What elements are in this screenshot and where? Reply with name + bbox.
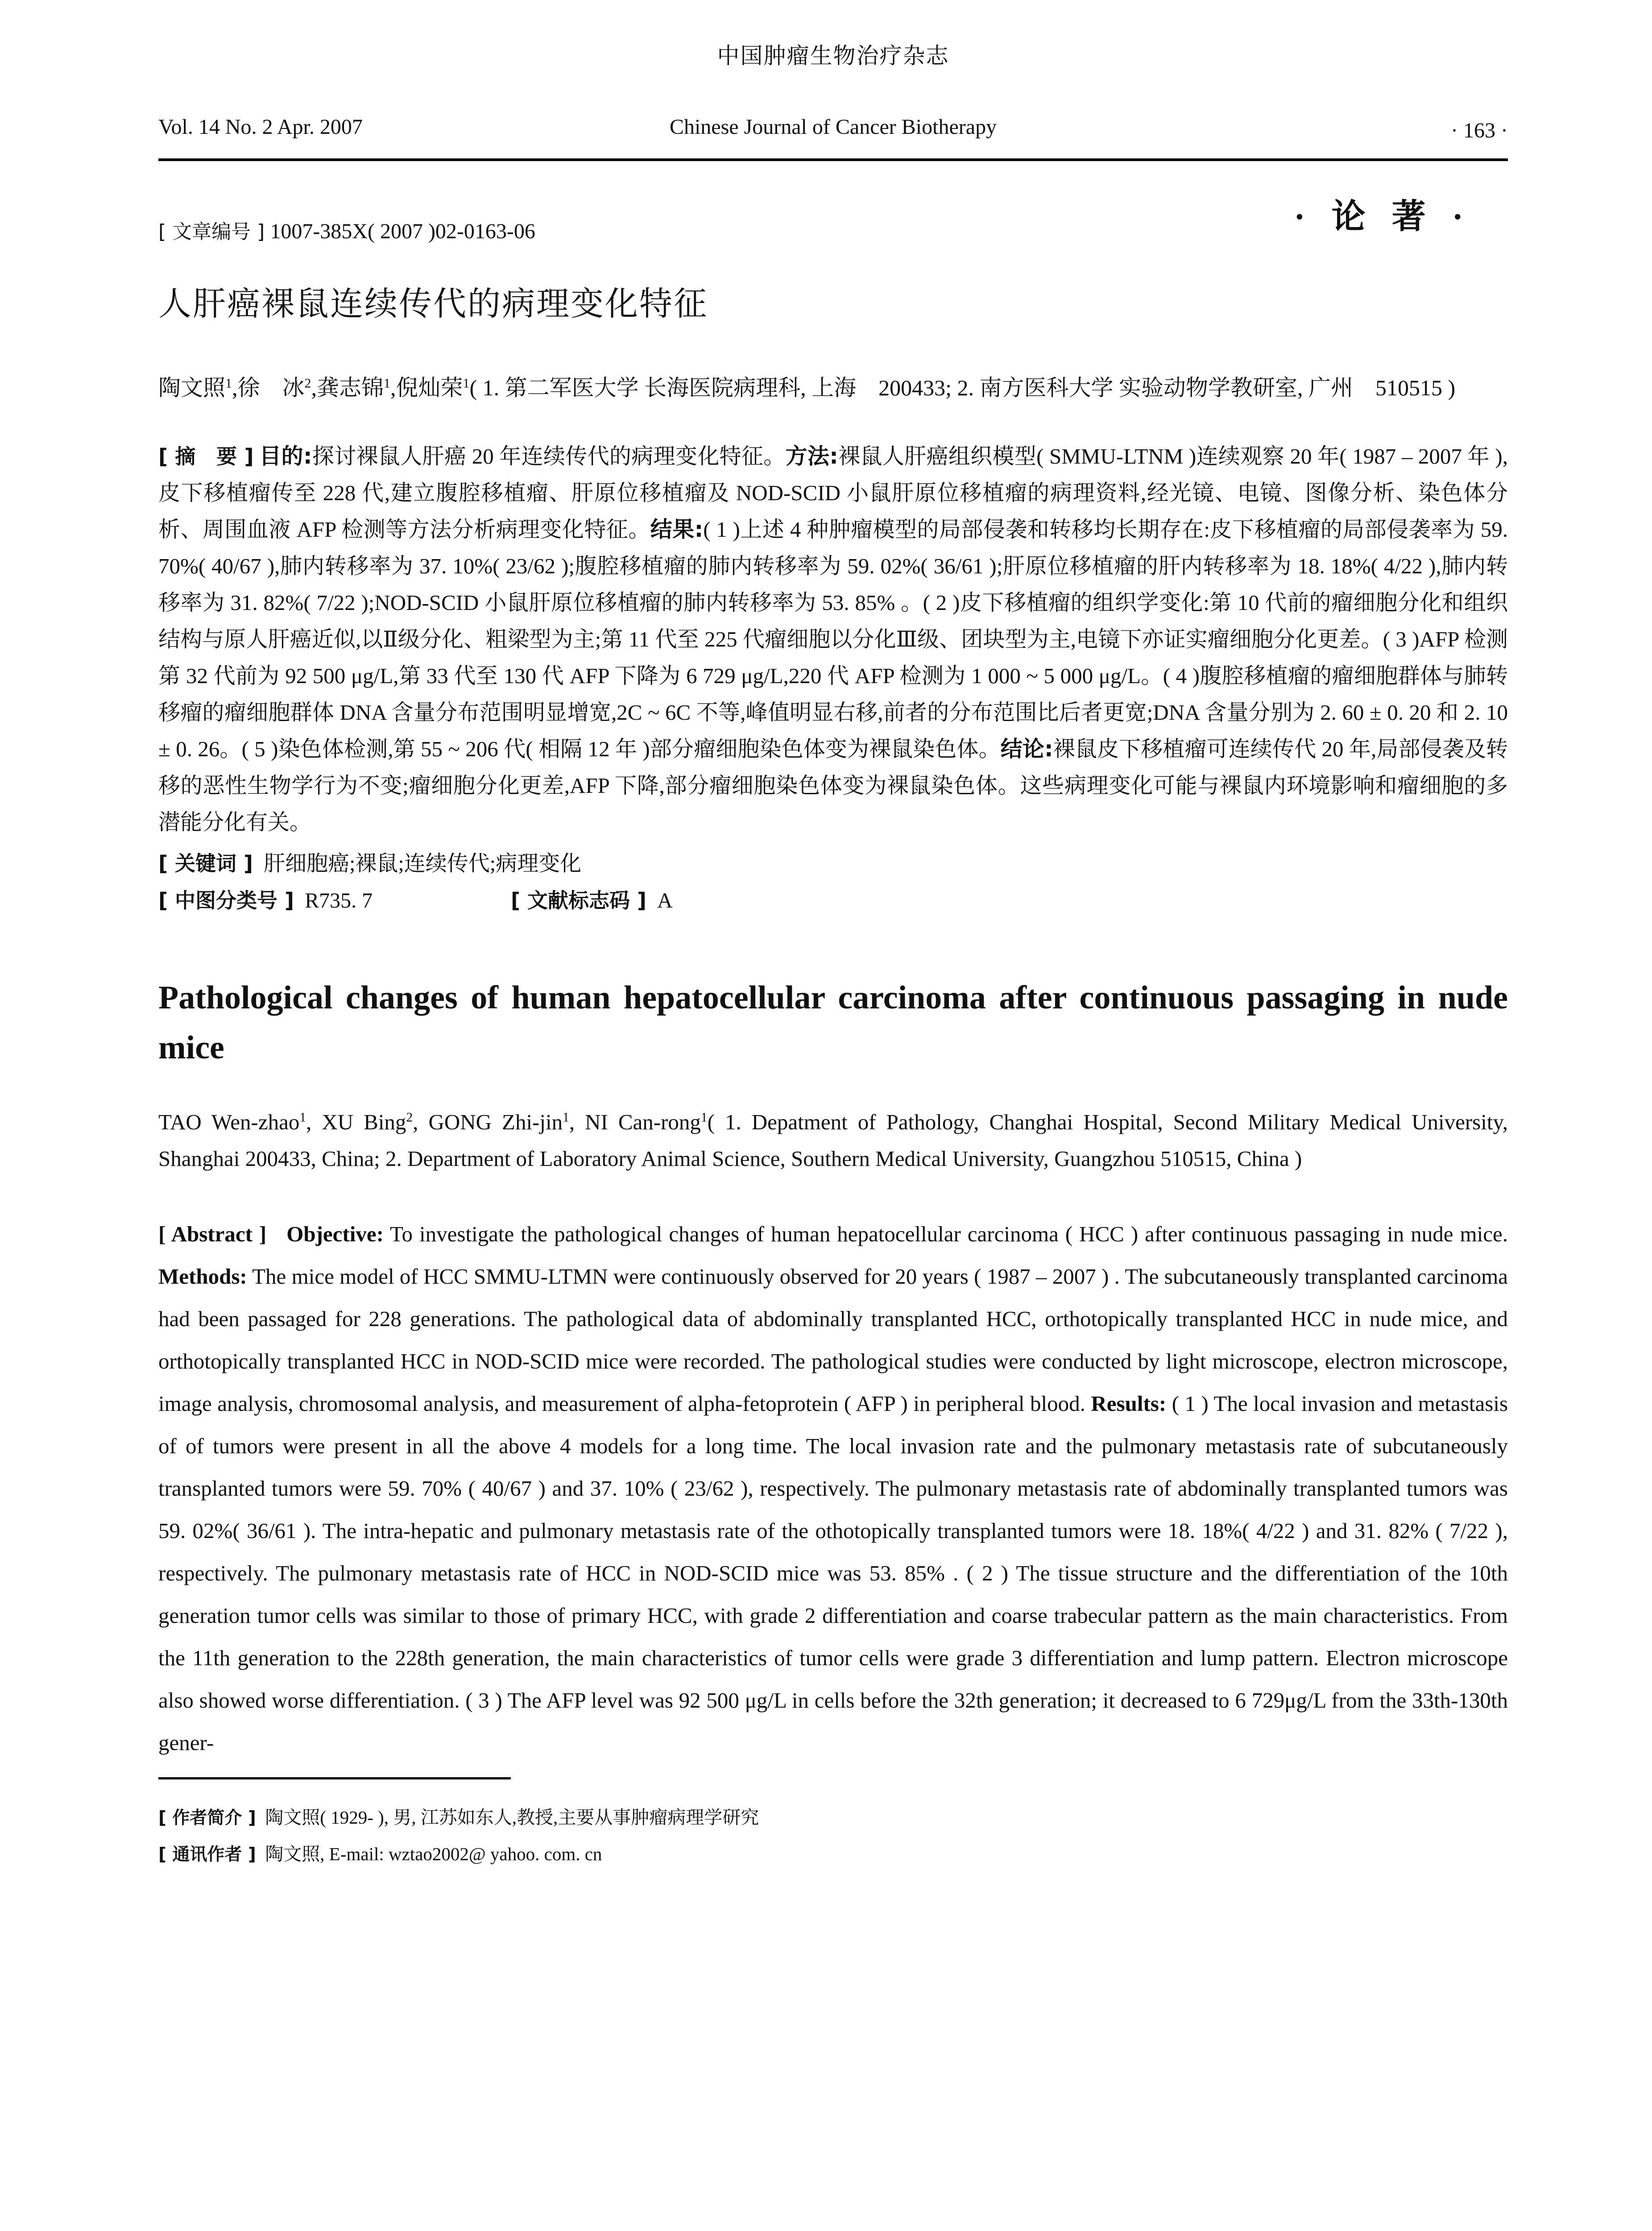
footnote-rule — [158, 1777, 511, 1779]
journal-page — [158, 0, 1508, 1899]
header-rule — [158, 158, 1508, 161]
article-title-en: Pathological changes of human hepatocellular carcinoma after continuous passaging in nude mice — [158, 979, 1508, 1066]
page-number: · 163 · — [1451, 119, 1508, 142]
results-text-en: ( 1 ) The local invasion and metastasis of of tumors were present in all the above 4 models for a long time. The local invasion rate and the pulmonary metastasis rate of subcutaneously transplanted tumors were 59. 70% ( 40/67 ) and 37. 10% ( 23/62 ), respectively. The pulmonary metastasis rate of abdominally transplanted tumors was 59. 02%( 36/61 ). The intra-hepatic and pulmonary metastasis rate of the othotopically transplanted tumors were 18. 18%( 4/22 ) and 31. 82% ( 7/22 ), respectively. The pulmonary metastasis rate of HCC in NOD-SCID mice was 53. 85% . ( 2 ) The tissue structure and the differentiation of the 10th generation tumor cells was similar to those of primary HCC, with grade 2 differentiation and coarse trabecular pattern as the main characteristics. From the 11th generation to the 228th generation, the main characteristics of tumor cells were grade 3 differentiation and lump pattern. Electron microscope also showed worse differentiation. ( 3 ) The AFP level was 92 500 μg/L in cells before the 32th generation; it decreased to 6 729μg/L from the 33th-130th gener- — [158, 1391, 1508, 1755]
author-name: 龚志锦 — [317, 375, 384, 400]
article-number-label: [ 文章编号 ] — [158, 220, 265, 243]
running-header — [158, 114, 1508, 145]
journal-name-cn: 中国肿瘤生物治疗杂志 — [717, 43, 949, 68]
corresponding-author — [158, 1836, 1508, 1873]
author-bio-text: 陶文照( 1929- ), 男, 江苏如东人,教授,主要从事肿瘤病理学研究 — [265, 1807, 759, 1828]
classification — [158, 882, 1508, 919]
author-name: 徐 冰 — [237, 375, 305, 400]
author-affiliation-mark: 2 — [304, 376, 311, 391]
conclusion-text-cn: 裸鼠皮下移植瘤可连续传代 20 年,局部侵袭及转移的恶性生物学行为不变;瘤细胞分化更差,AFP 下降,部分瘤细胞染色体变为裸鼠染色体。这些病理变化可能与裸鼠内环境影响和瘤细胞的多潜能分化有关。 — [158, 737, 1508, 834]
author-bio — [158, 1800, 1508, 1836]
conclusion-label-cn: 结论: — [1000, 736, 1053, 762]
authors-en: TAO Wen-zhao$^1$, XU Bing$^2$, GONG Zhi-jin$^1$, NI Can-rong$^1$( 1. Depatment of Pathology, Changhai Hospital, Second Military Medical University, Shanghai 200433, China; 2. Department of Laboratory Animal Science, Southern Medical University, Guangzhou 510515, China ) — [158, 1110, 1508, 1171]
clc-value: R735. 7 — [305, 889, 373, 912]
author-bio-label: [ 作者简介 ] — [158, 1808, 256, 1828]
keywords-value: 肝细胞癌;裸鼠;连续传代;病理变化 — [264, 852, 582, 875]
journal-name-en: Chinese Journal of Cancer Biotherapy — [669, 115, 997, 139]
author-affiliation-mark: 1 — [563, 1110, 569, 1125]
author-affiliation-mark: 1 — [700, 1110, 708, 1125]
author-affiliation-mark: 1 — [384, 376, 390, 391]
authors-cn: 陶文照$^1$,徐 冰$^2$,龚志锦$^1$,倪灿荣$^1$( 1. 第二军医大学 长海医院病理科, 上海 200433; 2. 南方医科大学 实验动物学教研室, 广州 510515 ) — [158, 375, 1456, 400]
author-name: GONG Zhi-jin — [428, 1110, 563, 1134]
keywords — [158, 845, 1508, 882]
abstract-cn-label: [ 摘 要 ] — [158, 444, 254, 469]
affiliations-cn: ( 1. 第二军医大学 长海医院病理科, 上海 200433; 2. 南方医科大学 实验动物学教研室, 广州 510515 ) — [469, 375, 1456, 400]
article-number-value: 1007-385X( 2007 )02-0163-06 — [270, 220, 535, 243]
affiliations-en: ( 1. Depatment of Pathology, Changhai Hospital, Second Military Medical University, Shanghai 200433, China; 2. Department of Laboratory Animal Science, Southern Medical University, Guangzhou 510515, China ) — [158, 1110, 1508, 1171]
author-affiliation-mark: 1 — [463, 376, 470, 391]
objective-text-cn: 探讨裸鼠人肝癌 20 年连续传代的病理变化特征。 — [312, 444, 786, 469]
corresponding-label: [ 通讯作者 ] — [158, 1845, 256, 1865]
corresponding-text[interactable]: 陶文照, E-mail: wztao2002@ yahoo. com. cn — [265, 1844, 602, 1864]
section-tag: · 论 著 · — [1294, 198, 1472, 236]
methods-label-cn: 方法: — [785, 444, 838, 469]
keywords-label: [ 关键词 ] — [158, 851, 253, 875]
article-number — [158, 218, 535, 245]
article-title-cn: 人肝癌裸鼠连续传代的病理变化特征 — [158, 285, 708, 323]
author-name: TAO Wen-zhao — [158, 1110, 300, 1134]
author-affiliation-mark: 2 — [406, 1110, 413, 1125]
author-name: XU Bing — [322, 1110, 406, 1134]
document-code — [511, 882, 673, 919]
volume-info: Vol. 14 No. 2 Apr. 2007 — [158, 115, 363, 139]
results-text-cn: ( 1 )上述 4 种肿瘤模型的局部侵袭和转移均长期存在:皮下移植瘤的局部侵袭率为 59. 70%( 40/67 ),肺内转移率为 37. 10%( 23/62 );腹腔移植瘤的肺内转移率为 59. 02%( 36/61 );肝原位移植瘤的肝内转移率为 18. 18%( 4/22 ),肺内转移率为 31. 82%( 7/22 );NOD-SCID 小鼠肝原位移植瘤的肺内转移率为 53. 85% 。( 2 )皮下移植瘤的组织学变化:第 10 代前的瘤细胞分化和组织结构与原人肝癌近似,以Ⅱ级分化、粗梁型为主;第 11 代至 225 代瘤细胞以分化Ⅲ级、团块型为主,电镜下亦证实瘤细胞分化更差。( 3 )AFP 检测第 32 代前为 92 500 μg/L,第 33 代至 130 代 AFP 下降为 6 729 μg/L,220 代 AFP 检测为 1 000 ~ 5 000 μg/L。( 4 )腹腔移植瘤的瘤细胞群体与肺转移瘤的瘤细胞群体 DNA 含量分布范围明显增宽,2C ~ 6C 不等,峰值明显右移,前者的分布范围比后者更宽;DNA 含量分别为 2. 60 ± 0. 20 和 2. 10 ± 0. 26。( 5 )染色体检测,第 55 ~ 206 代( 相隔 12 年 )部分瘤细胞染色体变为裸鼠染色体。 — [158, 517, 1508, 761]
author-affiliation-mark: 1 — [299, 1110, 306, 1125]
methods-text-cn: 裸鼠人肝癌组织模型( SMMU-LTNM )连续观察 20 年( 1987 – 2007 年 ),皮下移植瘤传至 228 代,建立腹腔移植瘤、肝原位移植瘤及 NOD-SCID 小鼠肝原位移植瘤的病理资料,经光镜、电镜、图像分析、染色体分析、周围血液 AFP 检测等方法分析病理变化特征。 — [158, 444, 1508, 542]
author-name: 倪灿荣 — [396, 375, 463, 400]
footnotes — [158, 1800, 1508, 1873]
objective-text-en: To investigate the pathological changes of human hepatocellular carcinoma ( HCC ) after continuous passaging in nude mice. — [390, 1222, 1508, 1246]
author-name: NI Can-rong — [585, 1110, 701, 1134]
results-label-en: Results: — [1091, 1391, 1167, 1416]
objective-label-cn: 目的: — [259, 444, 312, 469]
clc-label: [ 中图分类号 ] — [158, 888, 294, 912]
author-affiliation-mark: 1 — [225, 376, 232, 391]
article-meta — [158, 197, 1508, 250]
author-name: 陶文照 — [158, 375, 225, 400]
abstract-en — [158, 1213, 1508, 1764]
abstract-cn — [158, 438, 1508, 841]
methods-label-en: Methods: — [158, 1264, 247, 1289]
methods-text-en: The mice model of HCC SMMU-LTMN were continuously observed for 20 years ( 1987 – 2007 ) . The subcutaneously transplanted carcinoma had been passaged for 228 generations. The pathological data of abdominally transplanted HCC, orthotopically transplanted HCC in nude mice, and orthotopically transplanted HCC in NOD-SCID mice were recorded. The pathological studies were conducted by light microscope, electron microscope, image analysis, chromosomal analysis, and measurement of alpha-fetoprotein ( AFP ) in peripheral blood. — [158, 1264, 1508, 1416]
document-code-value: A — [657, 889, 673, 912]
objective-label-en: Objective: — [286, 1222, 384, 1246]
document-code-label: [ 文献标志码 ] — [511, 888, 647, 912]
results-label-cn: 结果: — [650, 517, 704, 542]
abstract-en-label: [ Abstract ] — [158, 1222, 267, 1246]
